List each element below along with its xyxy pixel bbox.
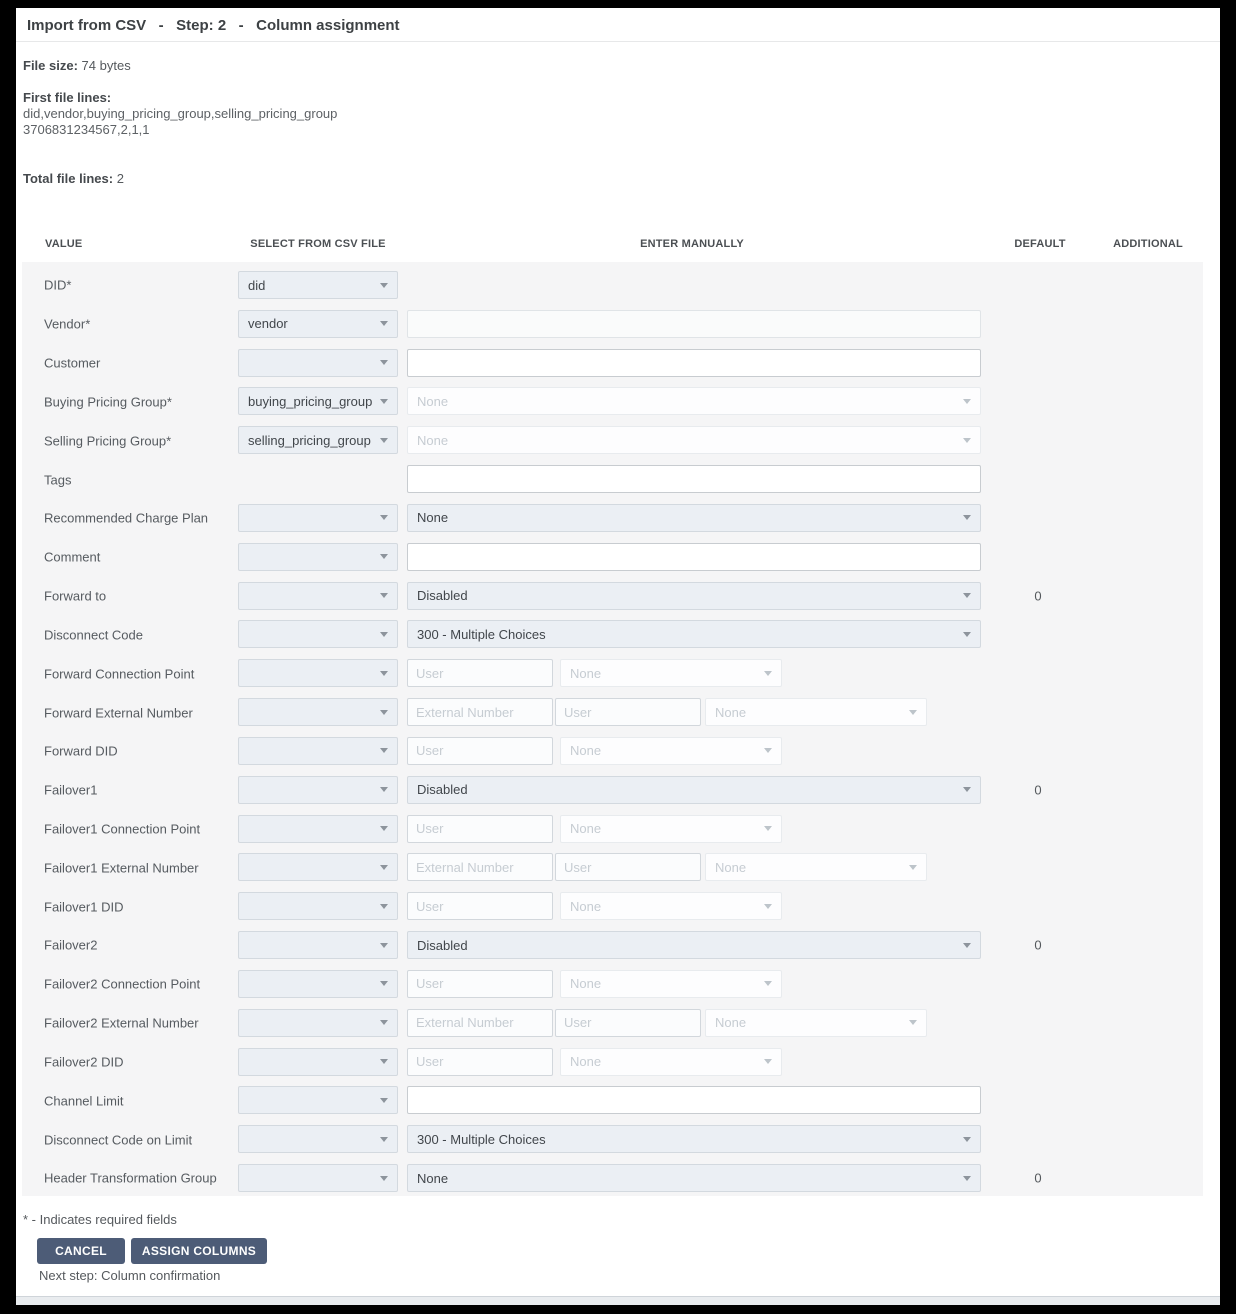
table-row	[22, 421, 1203, 460]
row-label: Failover2	[44, 937, 98, 953]
chevron-down-icon	[380, 1176, 388, 1181]
manual-select-value: None	[715, 1015, 747, 1031]
manual-select-value: None	[715, 859, 747, 875]
default-value: 0	[1034, 1170, 1042, 1186]
manual-select	[560, 1048, 782, 1076]
chevron-down-icon	[764, 1059, 772, 1064]
chevron-down-icon	[963, 515, 971, 520]
chevron-down-icon	[380, 1137, 388, 1142]
row-label: Recommended Charge Plan	[44, 510, 209, 526]
csv-column-select[interactable]	[238, 1125, 398, 1153]
chevron-down-icon	[380, 1059, 388, 1064]
manual-entry-area	[407, 577, 981, 616]
manual-select	[705, 853, 927, 881]
manual-text-input[interactable]	[407, 349, 981, 377]
manual-select-value: None	[570, 821, 602, 837]
manual-select	[560, 970, 782, 998]
row-label: Customer	[44, 355, 101, 371]
csv-column-select[interactable]	[238, 387, 398, 415]
chevron-down-icon	[380, 865, 388, 870]
manual-select-value: None	[417, 393, 449, 409]
chevron-down-icon	[963, 943, 971, 948]
manual-entry-area	[407, 266, 981, 305]
manual-select-value: None	[570, 976, 602, 992]
total-lines-value: 2	[116, 171, 124, 186]
row-label: Forward to	[44, 588, 107, 604]
chevron-down-icon	[909, 710, 917, 715]
column-header-enter-manually: ENTER MANUALLY	[640, 238, 744, 250]
table-row	[22, 848, 1203, 887]
chevron-down-icon	[963, 632, 971, 637]
row-label: DID*	[44, 277, 72, 293]
total-lines-label: Total file lines:	[23, 171, 114, 186]
chevron-down-icon	[963, 399, 971, 404]
manual-sub-input	[555, 853, 701, 881]
manual-entry-area	[407, 1043, 981, 1082]
chevron-down-icon	[380, 438, 388, 443]
column-header-default: DEFAULT	[1014, 238, 1066, 250]
row-label: Failover1	[44, 782, 98, 798]
chevron-down-icon	[380, 904, 388, 909]
total-lines-line	[23, 171, 124, 186]
manual-entry-area	[407, 460, 981, 499]
manual-select-value: None	[417, 432, 449, 448]
manual-select-value: None	[570, 743, 602, 759]
manual-entry-area	[407, 810, 981, 849]
manual-select	[560, 737, 782, 765]
csv-column-select[interactable]	[238, 1164, 398, 1192]
chevron-down-icon	[764, 671, 772, 676]
column-header-select-from-csv: SELECT FROM CSV FILE	[250, 238, 386, 250]
manual-select[interactable]	[407, 620, 981, 648]
manual-select-value: 300 - Multiple Choices	[417, 626, 546, 642]
chevron-down-icon	[380, 283, 388, 288]
manual-entry-area	[407, 538, 981, 577]
column-header-additional: ADDITIONAL	[1113, 238, 1183, 250]
table-row	[22, 732, 1203, 771]
manual-select-value: Disabled	[417, 588, 468, 604]
chevron-down-icon	[380, 321, 388, 326]
row-label: Forward DID	[44, 743, 118, 759]
chevron-down-icon	[963, 1176, 971, 1181]
manual-sub-input	[407, 853, 553, 881]
row-label: Forward Connection Point	[44, 666, 195, 682]
chevron-down-icon	[380, 554, 388, 559]
manual-entry-area	[407, 887, 981, 926]
chevron-down-icon	[963, 787, 971, 792]
table-row	[22, 887, 1203, 926]
csv-column-select[interactable]	[238, 504, 398, 532]
manual-select	[560, 892, 782, 920]
manual-entry-area	[407, 693, 981, 732]
manual-entry-area	[407, 499, 981, 538]
chevron-down-icon	[909, 865, 917, 870]
chevron-down-icon	[963, 593, 971, 598]
chevron-down-icon	[380, 1098, 388, 1103]
manual-text-input[interactable]	[407, 543, 981, 571]
chevron-down-icon	[380, 399, 388, 404]
row-label: Failover1 External Number	[44, 860, 199, 876]
chevron-down-icon	[963, 438, 971, 443]
manual-text-input	[407, 310, 981, 338]
manual-select[interactable]	[407, 582, 981, 610]
row-label: Forward External Number	[44, 705, 193, 721]
manual-entry-area	[407, 1004, 981, 1043]
row-label: Failover2 Connection Point	[44, 976, 201, 992]
manual-entry-area	[407, 926, 981, 965]
row-label: Tags	[44, 472, 72, 488]
table-row	[22, 693, 1203, 732]
table-row	[22, 1081, 1203, 1120]
manual-entry-area	[407, 848, 981, 887]
manual-entry-area	[407, 344, 981, 383]
table-row	[22, 499, 1203, 538]
csv-column-select[interactable]	[238, 815, 398, 843]
manual-select-value: None	[570, 665, 602, 681]
manual-sub-input	[407, 1009, 553, 1037]
manual-sub-input	[407, 698, 553, 726]
manual-sub-input	[407, 659, 553, 687]
csv-column-select[interactable]	[238, 1009, 398, 1037]
csv-column-select[interactable]	[238, 582, 398, 610]
csv-column-select[interactable]	[238, 310, 398, 338]
manual-sub-input	[407, 1048, 553, 1076]
table-row	[22, 577, 1203, 616]
row-label: Failover2 DID	[44, 1054, 124, 1070]
csv-column-select[interactable]	[238, 737, 398, 765]
manual-select-value: 300 - Multiple Choices	[417, 1131, 546, 1147]
csv-column-select-value: buying_pricing_group	[248, 393, 373, 409]
csv-column-select[interactable]	[238, 620, 398, 648]
csv-column-select[interactable]	[238, 1048, 398, 1076]
manual-sub-input	[407, 737, 553, 765]
chevron-down-icon	[380, 710, 388, 715]
table-row	[22, 615, 1203, 654]
manual-sub-input	[407, 970, 553, 998]
csv-column-select[interactable]	[238, 543, 398, 571]
chevron-down-icon	[380, 632, 388, 637]
first-lines-label: First file lines:	[23, 90, 112, 105]
table-row	[22, 305, 1203, 344]
chevron-down-icon	[380, 943, 388, 948]
assign-columns-button[interactable]: ASSIGN COLUMNS	[131, 1238, 267, 1264]
default-value: 0	[1034, 782, 1042, 798]
row-label: Header Transformation Group	[44, 1170, 217, 1186]
manual-select[interactable]	[407, 776, 981, 804]
csv-preview-line: 3706831234567,2,1,1	[23, 122, 150, 137]
manual-entry-area	[407, 382, 981, 421]
manual-entry-area	[407, 732, 981, 771]
csv-column-select[interactable]	[238, 698, 398, 726]
row-label: Buying Pricing Group*	[44, 394, 172, 410]
manual-entry-area	[407, 1159, 981, 1196]
manual-select-value: None	[570, 898, 602, 914]
manual-select-value: None	[417, 510, 449, 526]
table-row	[22, 965, 1203, 1004]
manual-select	[560, 659, 782, 687]
manual-select-value: None	[715, 704, 747, 720]
chevron-down-icon	[963, 1137, 971, 1142]
row-label: Selling Pricing Group*	[44, 433, 172, 449]
csv-column-select-value: vendor	[248, 316, 288, 332]
manual-entry-area	[407, 615, 981, 654]
manual-sub-input	[407, 815, 553, 843]
chevron-down-icon	[380, 593, 388, 598]
manual-select[interactable]	[407, 931, 981, 959]
row-label: Disconnect Code on Limit	[44, 1132, 193, 1148]
csv-column-select[interactable]	[238, 271, 398, 299]
csv-column-select[interactable]	[238, 853, 398, 881]
chevron-down-icon	[380, 826, 388, 831]
chevron-down-icon	[380, 671, 388, 676]
row-label: Comment	[44, 549, 101, 565]
chevron-down-icon	[380, 360, 388, 365]
manual-text-input[interactable]	[407, 465, 981, 493]
next-step-text: Next step: Column confirmation	[39, 1268, 221, 1283]
manual-entry-area	[407, 965, 981, 1004]
manual-sub-input	[555, 1009, 701, 1037]
chevron-down-icon	[764, 981, 772, 986]
manual-text-input[interactable]	[407, 1086, 981, 1114]
manual-select[interactable]	[407, 1164, 981, 1192]
chevron-down-icon	[764, 826, 772, 831]
import-csv-dialog	[16, 8, 1220, 1296]
table-row	[22, 266, 1203, 305]
file-size-line	[23, 58, 131, 73]
chevron-down-icon	[909, 1020, 917, 1025]
chevron-down-icon	[380, 787, 388, 792]
table-row	[22, 771, 1203, 810]
cancel-button[interactable]: CANCEL	[37, 1238, 125, 1264]
row-label: Failover2 External Number	[44, 1015, 199, 1031]
manual-entry-area	[407, 421, 981, 460]
table-row	[22, 538, 1203, 577]
table-row	[22, 1043, 1203, 1082]
chevron-down-icon	[380, 981, 388, 986]
chevron-down-icon	[380, 1020, 388, 1025]
manual-select	[560, 815, 782, 843]
manual-sub-input	[407, 892, 553, 920]
manual-select-value: None	[417, 1170, 449, 1186]
manual-entry-area	[407, 1081, 981, 1120]
file-size-label: File size:	[23, 58, 78, 73]
chevron-down-icon	[380, 515, 388, 520]
manual-select[interactable]	[407, 1125, 981, 1153]
table-row	[22, 344, 1203, 383]
manual-entry-area	[407, 771, 981, 810]
table-row	[22, 460, 1203, 499]
required-fields-note: * - Indicates required fields	[23, 1212, 177, 1227]
csv-column-select[interactable]	[238, 931, 398, 959]
csv-column-select[interactable]	[238, 970, 398, 998]
row-label: Failover1 Connection Point	[44, 821, 201, 837]
page-bottom-strip	[16, 1296, 1220, 1305]
row-label: Vendor*	[44, 316, 91, 332]
csv-preview-line: did,vendor,buying_pricing_group,selling_pricing_group	[23, 106, 338, 121]
csv-column-select[interactable]	[238, 892, 398, 920]
manual-entry-area	[407, 305, 981, 344]
row-label: Disconnect Code	[44, 627, 143, 643]
manual-select-value: None	[570, 1054, 602, 1070]
manual-entry-area	[407, 1120, 981, 1159]
manual-select	[705, 1009, 927, 1037]
manual-select	[407, 387, 981, 415]
csv-column-select[interactable]	[238, 349, 398, 377]
assignment-table	[22, 262, 1203, 1196]
column-header-value: VALUE	[45, 238, 83, 250]
table-row	[22, 654, 1203, 693]
csv-column-select[interactable]	[238, 1086, 398, 1114]
manual-entry-area	[407, 654, 981, 693]
first-lines-line	[23, 90, 111, 105]
default-value: 0	[1034, 937, 1042, 953]
table-row	[22, 1159, 1203, 1196]
row-label: Failover1 DID	[44, 899, 124, 915]
table-row	[22, 382, 1203, 421]
table-row	[22, 1004, 1203, 1043]
table-row	[22, 810, 1203, 849]
file-size-value: 74 bytes	[81, 58, 131, 73]
csv-column-select[interactable]	[238, 426, 398, 454]
csv-column-select-value: did	[248, 277, 266, 293]
table-row	[22, 1120, 1203, 1159]
manual-select	[705, 698, 927, 726]
chevron-down-icon	[764, 748, 772, 753]
manual-select	[407, 426, 981, 454]
page-title: Import from CSV - Step: 2 - Column assignment	[27, 17, 400, 34]
chevron-down-icon	[764, 904, 772, 909]
manual-select[interactable]	[407, 504, 981, 532]
row-label: Channel Limit	[44, 1093, 124, 1109]
chevron-down-icon	[380, 748, 388, 753]
table-row	[22, 926, 1203, 965]
manual-select-value: Disabled	[417, 782, 468, 798]
csv-column-select[interactable]	[238, 659, 398, 687]
csv-column-select-value: selling_pricing_group	[248, 432, 371, 448]
manual-select-value: Disabled	[417, 937, 468, 953]
manual-sub-input	[555, 698, 701, 726]
csv-column-select[interactable]	[238, 776, 398, 804]
dialog-titlebar	[16, 8, 1220, 42]
default-value: 0	[1034, 588, 1042, 604]
